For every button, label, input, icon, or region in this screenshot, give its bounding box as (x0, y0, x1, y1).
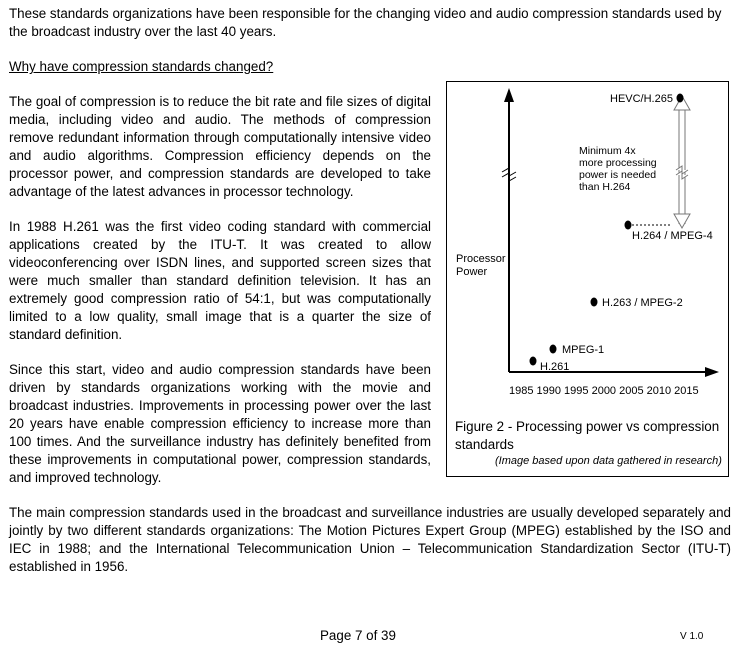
point-label-h261: H.261 (540, 361, 570, 373)
intro-paragraph: These standards organizations have been responsible for the changing video and audio compression standards used by the broadcast industry over the last 40 years. (9, 6, 722, 39)
arrow-down-head (674, 214, 690, 228)
paragraph-standards-evolution: Since this start, video and audio compression standards have been driven by standards organizations working with the movie and broadcast industries. Improvements in processing power over the last 20 years have enable compression efficiency to increase more than 100 times. And the surveillance industry has definitely benefited from these improvements in computational power, compression standards, and improved technology. (9, 362, 431, 485)
y-axis-label-line2: Power (456, 266, 488, 278)
figure-caption: Figure 2 - Processing power vs compression standards (455, 419, 720, 452)
annotation-line3: power is needed (579, 169, 657, 181)
figure-processing-power (446, 81, 729, 477)
point-h264-mpeg4 (625, 221, 632, 230)
point-label-h263-mpeg2: H.263 / MPEG-2 (602, 297, 683, 309)
point-label-hevc-h265: HEVC/H.265 (610, 93, 673, 105)
figure-caption-note: (Image based upon data gathered in research) (495, 455, 722, 467)
point-h261 (530, 357, 537, 366)
point-mpeg1 (550, 345, 557, 354)
point-label-mpeg1: MPEG-1 (562, 344, 605, 356)
x-axis-arrowhead (705, 367, 719, 377)
annotation-line2: more processing (579, 157, 657, 169)
y-axis-label-line1: Processor (456, 253, 506, 265)
point-h263-mpeg2 (591, 298, 598, 307)
page-number: Page 7 of 39 (320, 628, 396, 643)
section-heading: Why have compression standards changed? (9, 59, 274, 74)
version-label: V 1.0 (680, 631, 704, 642)
paragraph-compression-goal: The goal of compression is to reduce the bit rate and file sizes of digital media, including video and audio. The methods of compression remove redundant information through computationally intensive video and audio algorithms. Compression efficiency depends on the processor power, and compression standards are developed to take advantage of the latest advances in processor technology. (9, 94, 431, 199)
x-axis-tick-labels: 1985 1990 1995 2000 2005 2010 2015 (509, 385, 699, 397)
annotation-line1: Minimum 4x (579, 145, 636, 157)
annotation-line4: than H.264 (579, 181, 631, 193)
paragraph-standards-organizations: The main compression standards used in the broadcast and surveillance industries are usually developed separately and jointly by two different standards organizations: The Motion Pictures Expert Group (MPEG) established by the ISO and IEC in 1988; and the International Telecommunication Union – Telecommunication Standardization Sector (ITU-T) established in 1956. (9, 505, 731, 574)
paragraph-h261-history: In 1988 H.261 was the first video coding standard with commercial applications created by the ITU-T. It was created to allow videoconferencing over ISDN lines, and supported screen sizes that were much smaller than standard definition television. It has an extremely good compression ratio of 54:1, but was computationally limited to a low quality, small image that is a quarter the size of standard definition. (9, 219, 431, 342)
y-axis-arrowhead (504, 88, 514, 102)
point-hevc-h265 (677, 94, 684, 103)
point-label-h264-mpeg4: H.264 / MPEG-4 (632, 230, 713, 242)
